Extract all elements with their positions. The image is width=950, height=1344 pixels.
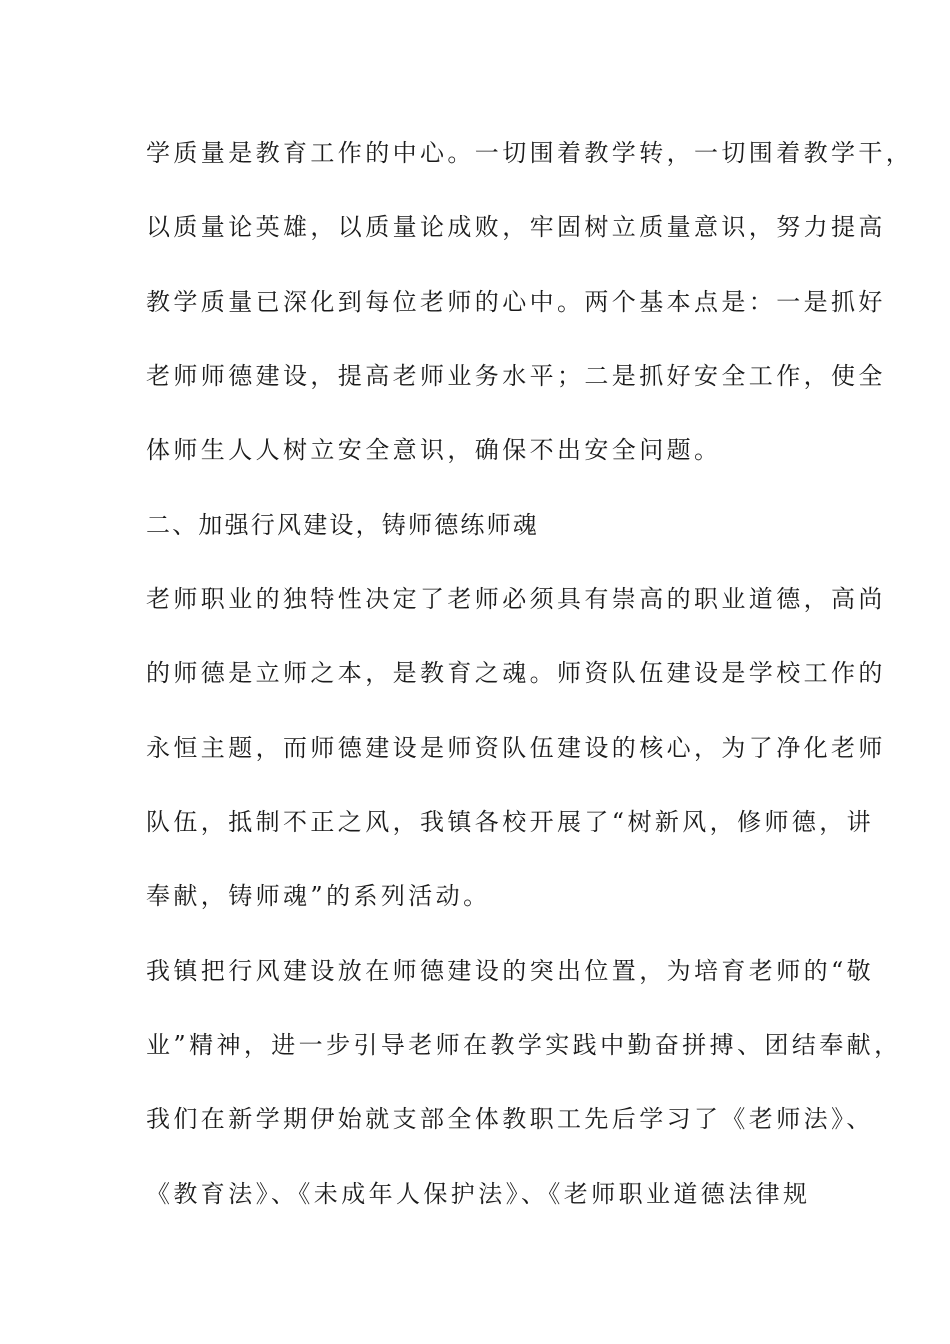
paragraph-line: 业”精神，进一步引导老师在教学实践中勤奋拼搏、团结奉献，: [146, 1031, 902, 1059]
paragraph-line: 永恒主题，而师德建设是师资队伍建设的核心，为了净化老师: [146, 734, 886, 762]
paragraph-line: 奉献，铸师魂”的系列活动。: [146, 882, 491, 910]
paragraph-line: 的师德是立师之本，是教育之魂。师资队伍建设是学校工作的: [146, 659, 886, 687]
paragraph-line: 老师师德建设，提高老师业务水平；二是抓好安全工作，使全: [146, 362, 886, 390]
section-heading: 二、加强行风建设，铸师德练师魂: [146, 511, 539, 539]
paragraph-line: 我们在新学期伊始就支部全体教职工先后学习了《老师法》、: [146, 1105, 874, 1133]
paragraph-line: 队伍，抵制不正之风，我镇各校开展了“树新风，修师德，讲: [146, 808, 875, 836]
paragraph-line: 以质量论英雄，以质量论成败，牢固树立质量意识，努力提高: [146, 213, 886, 241]
paragraph-line: 教学质量已深化到每位老师的心中。两个基本点是：一是抓好: [146, 288, 886, 316]
paragraph-line: 老师职业的独特性决定了老师必须具有崇高的职业道德，高尚: [146, 585, 886, 613]
paragraph-line: 我镇把行风建设放在师德建设的突出位置，为培育老师的“敬: [146, 957, 875, 985]
paragraph-line: 《教育法》、《未成年人保护法》、《老师职业道德法律规: [146, 1180, 811, 1208]
paragraph-line: 体师生人人树立安全意识，确保不出安全问题。: [146, 436, 722, 464]
paragraph-line: 学质量是教育工作的中心。一切围着教学转，一切围着教学干，: [146, 139, 914, 167]
